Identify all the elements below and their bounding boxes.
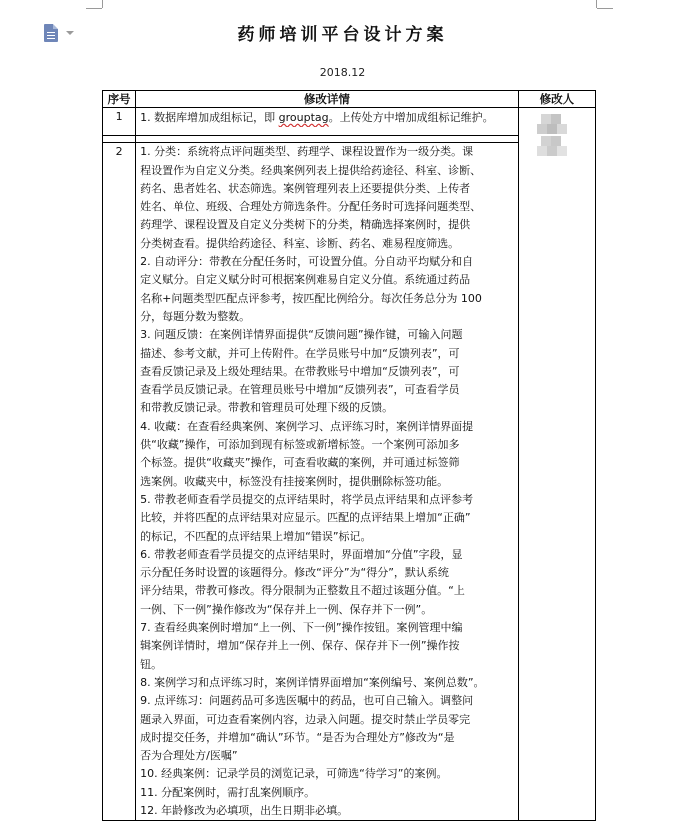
crop-mark-right-v — [596, 0, 597, 8]
header-author: 修改人 — [518, 91, 595, 108]
edit-line: 的标记，不匹配的点评结果上增加“错误”标记。 — [140, 529, 372, 543]
crop-mark-right-h — [597, 8, 613, 9]
edit-line: 成时提交任务，并增加“确认”环节。“是否为合理处方”修改为“是 — [140, 730, 455, 744]
document-title: 药师培训平台设计方案 — [237, 25, 448, 45]
edit-line: 供“收藏”操作，可添加到现有标签或新增标签。一个案例可添加多 — [140, 438, 460, 452]
edit-line: 药名、患者姓名、状态筛选。案例管理列表上还要提供分类、上传者 — [140, 181, 471, 195]
edit-line: 2. 自动评分：带教在分配任务时，可设置分值。分自动平均赋分和自 — [140, 255, 474, 269]
edit-line: 3. 问题反馈：在案例详情界面提供“反馈问题”操作键，可输入问题 — [140, 328, 463, 342]
edit-line: 选案例。收藏夹中，标签没有挂接案例时，提供删除标签功能。 — [140, 474, 449, 488]
crop-mark-left-v — [102, 0, 103, 8]
table-row — [103, 108, 596, 136]
edit-line: 和带教反馈记录。带教和管理员可处理下级的反馈。 — [140, 401, 394, 415]
edit-line-pre: 1. 数据库增加成组标记，即 — [140, 111, 279, 124]
edit-line: 一例、下一例”操作修改为“保存并上一例、保存并下一例”。 — [140, 602, 433, 616]
crop-mark-left-h — [86, 8, 102, 9]
edit-line: 1. 分类：系统将点评问题类型、药理学、课程设置作为一级分类。课 — [140, 145, 474, 159]
edit-line: 个标签。提供“收藏夹”操作，可查看收藏的案例，并可通过标签筛 — [140, 456, 460, 470]
row-number: 1 — [103, 108, 136, 136]
revision-table — [102, 90, 596, 821]
edit-line: 示分配任务时设置的该题得分。修改“评分”为“得分”，默认系统 — [140, 566, 449, 580]
edit-line: 姓名、单位、班级、合理处方筛选条件。分配任务时可选择问题类型、 — [140, 200, 482, 214]
table-header-row — [103, 91, 596, 108]
row-edit-details — [136, 143, 519, 821]
header-edit-details: 修改详情 — [136, 91, 519, 108]
edit-line: 分类树查看。提供给药途径、科室、诊断、药名、难易程度筛选。 — [140, 236, 460, 250]
row-author — [518, 108, 595, 821]
spellcheck-word: grouptag — [278, 111, 329, 124]
edit-line: 描述、参考文献，并可上传附件。在学员账号中加“反馈列表”，可 — [140, 346, 460, 360]
edit-line-post: 。上传处方中增加成组标记维护。 — [328, 111, 494, 124]
edit-line: 评分结果，带教可修改。得分限制为正整数且不超过该题分值。“上 — [140, 584, 465, 598]
edit-line: 比较，并将匹配的点评结果对应显示。匹配的点评结果上增加“正确” — [140, 511, 471, 525]
spacer-cell — [136, 136, 519, 143]
edit-line: 名称+问题类型匹配点评参考，按匹配比例给分。每次任务总分为 100 — [140, 291, 482, 305]
edit-line: 10. 经典案例：记录学员的浏览记录，可筛选“待学习”的案例。 — [140, 767, 448, 781]
edit-line: 程设置作为自定义分类。经典案例列表上提供给药途径、科室、诊断、 — [140, 163, 482, 177]
pixelated-avatar — [537, 114, 577, 162]
header-number: 序号 — [103, 91, 136, 108]
edit-line: 5. 带教老师查看学员提交的点评结果时，将学员点评结果和点评参考 — [140, 492, 474, 506]
edit-line: 4. 收藏：在查看经典案例、案例学习、点评练习时，案例详情界面提 — [140, 419, 474, 433]
edit-line: 分，每题分数为整数。 — [140, 309, 251, 323]
row-edit-details — [136, 108, 519, 136]
edit-line: 查看反馈记录及上级处理结果。在带教账号中增加“反馈列表”，可 — [140, 364, 460, 378]
edit-line: 8. 案例学习和点评练习时，案例详情界面增加“案例编号、案例总数”。 — [140, 675, 485, 689]
edit-line: 12. 年龄修改为必填项，出生日期非必填。 — [140, 803, 349, 817]
edit-line: 查看学员反馈记录。在管理员账号中增加“反馈列表”，可查看学员 — [140, 383, 460, 397]
document-date: 2018.12 — [319, 66, 366, 79]
edit-line: 6. 带教老师查看学员提交的点评结果时，界面增加“分值”字段，显 — [140, 547, 463, 561]
edit-line: 7. 查看经典案例时增加“上一例、下一例”操作按钮。案例管理中编 — [140, 621, 463, 635]
edit-line: 题录入界面，可边查看案例内容，边录入问题。提交时禁止学员零完 — [140, 712, 471, 726]
edit-line: 9. 点评练习：问题药品可多选医嘱中的药品，也可自己输入。调整问 — [140, 694, 474, 708]
edit-line: 定义赋分。自定义赋分时可根据案例难易自定义分值。系统通过药品 — [140, 273, 471, 287]
edit-line: 钮。 — [140, 657, 163, 671]
edit-line: 药理学、课程设置及自定义分类树下的分类，精确选择案例时，提供 — [140, 218, 471, 232]
edit-line: 11. 分配案例时，需打乱案例顺序。 — [140, 785, 316, 799]
edit-line: 辑案例详情时，增加“保存并上一例、保存、保存并下一例”操作按 — [140, 639, 460, 653]
row-number: 2 — [103, 143, 136, 821]
spacer-cell — [103, 136, 136, 143]
edit-line — [140, 109, 514, 127]
edit-line: 否为合理处方/医嘱” — [140, 749, 238, 763]
